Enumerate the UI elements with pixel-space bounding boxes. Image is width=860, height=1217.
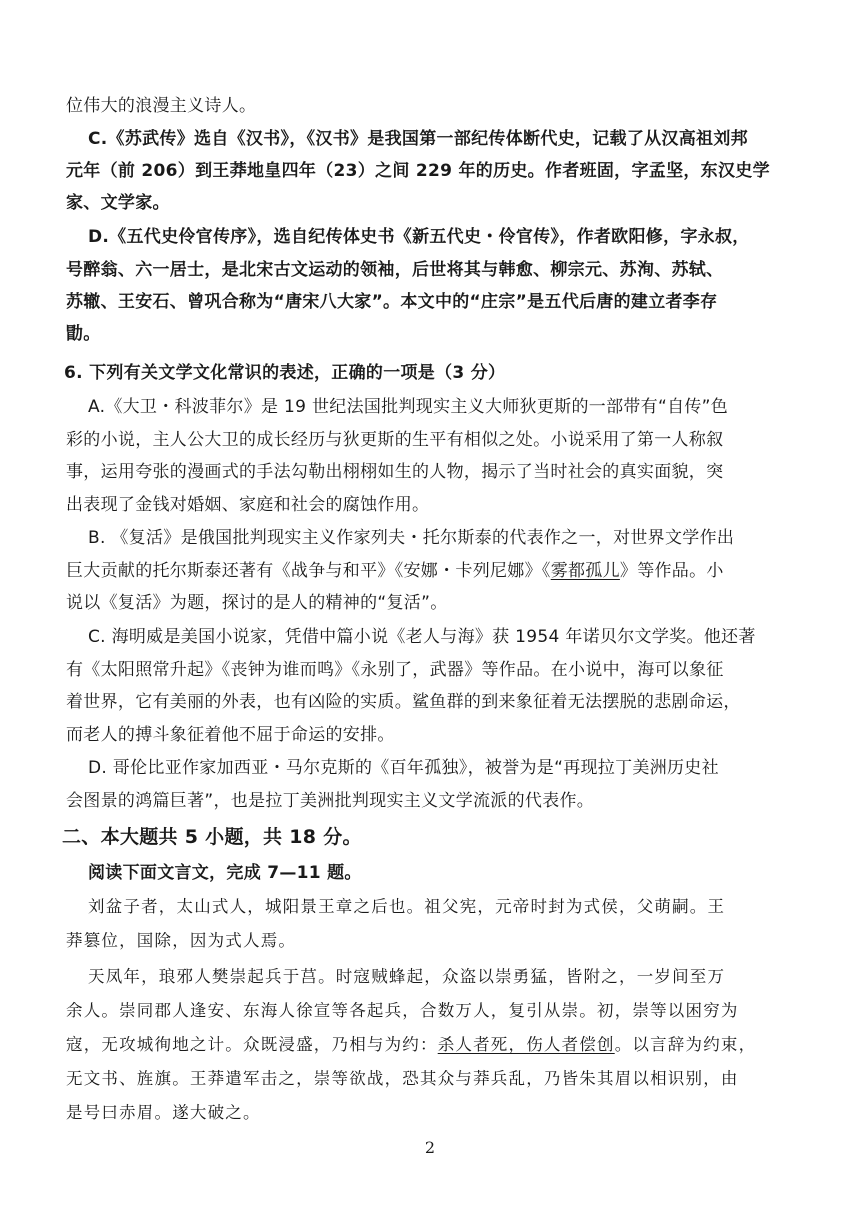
- text-line: 有《太阳照常升起》《丧钟为谁而鸣》《永别了，武器》等作品。在小说中，海可以象征: [66, 660, 724, 680]
- section-heading: 二、本大题共 5 小题，共 18 分。: [62, 826, 362, 848]
- text-line: 家、文学家。: [66, 193, 170, 213]
- text-line: 苏辙、王安石、曾巩合称为“唐宋八大家”。本文中的“庄宗”是五代后唐的建立者李存: [66, 292, 718, 312]
- text-segment: 。以言辞为约束，: [614, 1035, 757, 1054]
- text-line: 事，运用夸张的漫画式的手法勾勒出栩栩如生的人物，揭示了当时社会的真实面貌，突: [66, 462, 724, 482]
- text-line: 勖。: [66, 324, 101, 344]
- text-line: 彩的小说，主人公大卫的成长经历与狄更斯的生平有相似之处。小说采用了第一人称叙: [66, 430, 724, 450]
- classical-text-line: [66, 1034, 756, 1056]
- question-6-title: 6. 下列有关文学文化常识的表述，正确的一项是（3 分）: [64, 363, 506, 383]
- text-line: C.《苏武传》选自《汉书》，《汉书》是我国第一部纪传体断代史，记载了从汉高祖刘邦: [88, 129, 748, 149]
- classical-text-line: 天凤年，琅邪人樊崇起兵于莒。时寇贼蜂起，众盗以崇勇猛，皆附之，一岁间至万: [88, 967, 726, 986]
- text-segment: 》等作品。小: [619, 561, 724, 581]
- page-number: 2: [424, 1138, 436, 1157]
- text-line: 说以《复活》为题，探讨的是人的精神的“复活”。: [66, 593, 448, 613]
- text-line: 元年（前 206）到王莽地皇四年（23）之间 229 年的历史。作者班固，字孟坚，东汉史学: [66, 161, 770, 181]
- text-line: D.《五代史伶官传序》，选自纪传体史书《新五代史・伶官传》，作者欧阳修，字永叔，: [88, 227, 750, 247]
- text-line: 号醉翁、六一居士，是北宋古文运动的领袖，后世将其与韩愈、柳宗元、苏洵、苏轼、: [66, 260, 724, 280]
- classical-text-line: 莽篡位，国除，因为式人焉。: [66, 931, 297, 950]
- text-line: 会图景的鸿篇巨著”，也是拉丁美洲批判现实主义文学流派的代表作。: [66, 791, 595, 811]
- underlined-phrase: 杀人者死，伤人者偿创: [437, 1035, 615, 1054]
- classical-text-line: 无文书、旌旗。王莽遣军击之，崇等欲战，恐其众与莽兵乱，乃皆朱其眉以相识别，由: [66, 1069, 739, 1088]
- text-line: 着世界，它有美丽的外表，也有凶险的实质。鲨鱼群的到来象征着无法摆脱的悲剧命运，: [66, 692, 741, 712]
- option-a: A.《大卫・科波菲尔》是 19 世纪法国批判现实主义大师狄更斯的一部带有“自传”色: [88, 397, 729, 417]
- option-b: B. 《复活》是俄国批判现实主义作家列夫・托尔斯泰的代表作之一，对世界文学作出: [88, 528, 735, 548]
- option-c: C. 海明威是美国小说家，凭借中篇小说《老人与海》获 1954 年诺贝尔文学奖。他还著: [88, 627, 756, 647]
- text-line: 而老人的搏斗象征着他不屈于命运的安排。: [66, 725, 395, 745]
- option-d: D. 哥伦比亚作家加西亚・马尔克斯的《百年孤独》，被誉为是“再现拉丁美洲历史社: [88, 758, 719, 778]
- text-line: [66, 560, 724, 582]
- text-segment: 巨大贡献的托尔斯泰还著有《战争与和平》《安娜・卡列尼娜》《: [66, 561, 551, 581]
- text-segment: 寇，无攻城徇地之计。众既浸盛，乃相与为约：: [66, 1035, 438, 1054]
- text-line: 出表现了金钱对婚姻、家庭和社会的腐蚀作用。: [66, 495, 430, 515]
- reading-instruction: 阅读下面文言文，完成 7—11 题。: [88, 863, 362, 883]
- classical-text-line: 是号曰赤眉。遂大破之。: [66, 1103, 261, 1122]
- classical-text-line: 刘盆子者，太山式人，城阳景王章之后也。祖父宪，元帝时封为式侯，父萌嗣。王: [88, 897, 726, 916]
- underlined-title: 雾都孤儿: [550, 561, 620, 581]
- classical-text-line: 余人。崇同郡人逢安、东海人徐宣等各起兵，合数万人，复引从崇。初，崇等以困穷为: [66, 1001, 739, 1020]
- text-line: 位伟大的浪漫主义诗人。: [66, 96, 257, 116]
